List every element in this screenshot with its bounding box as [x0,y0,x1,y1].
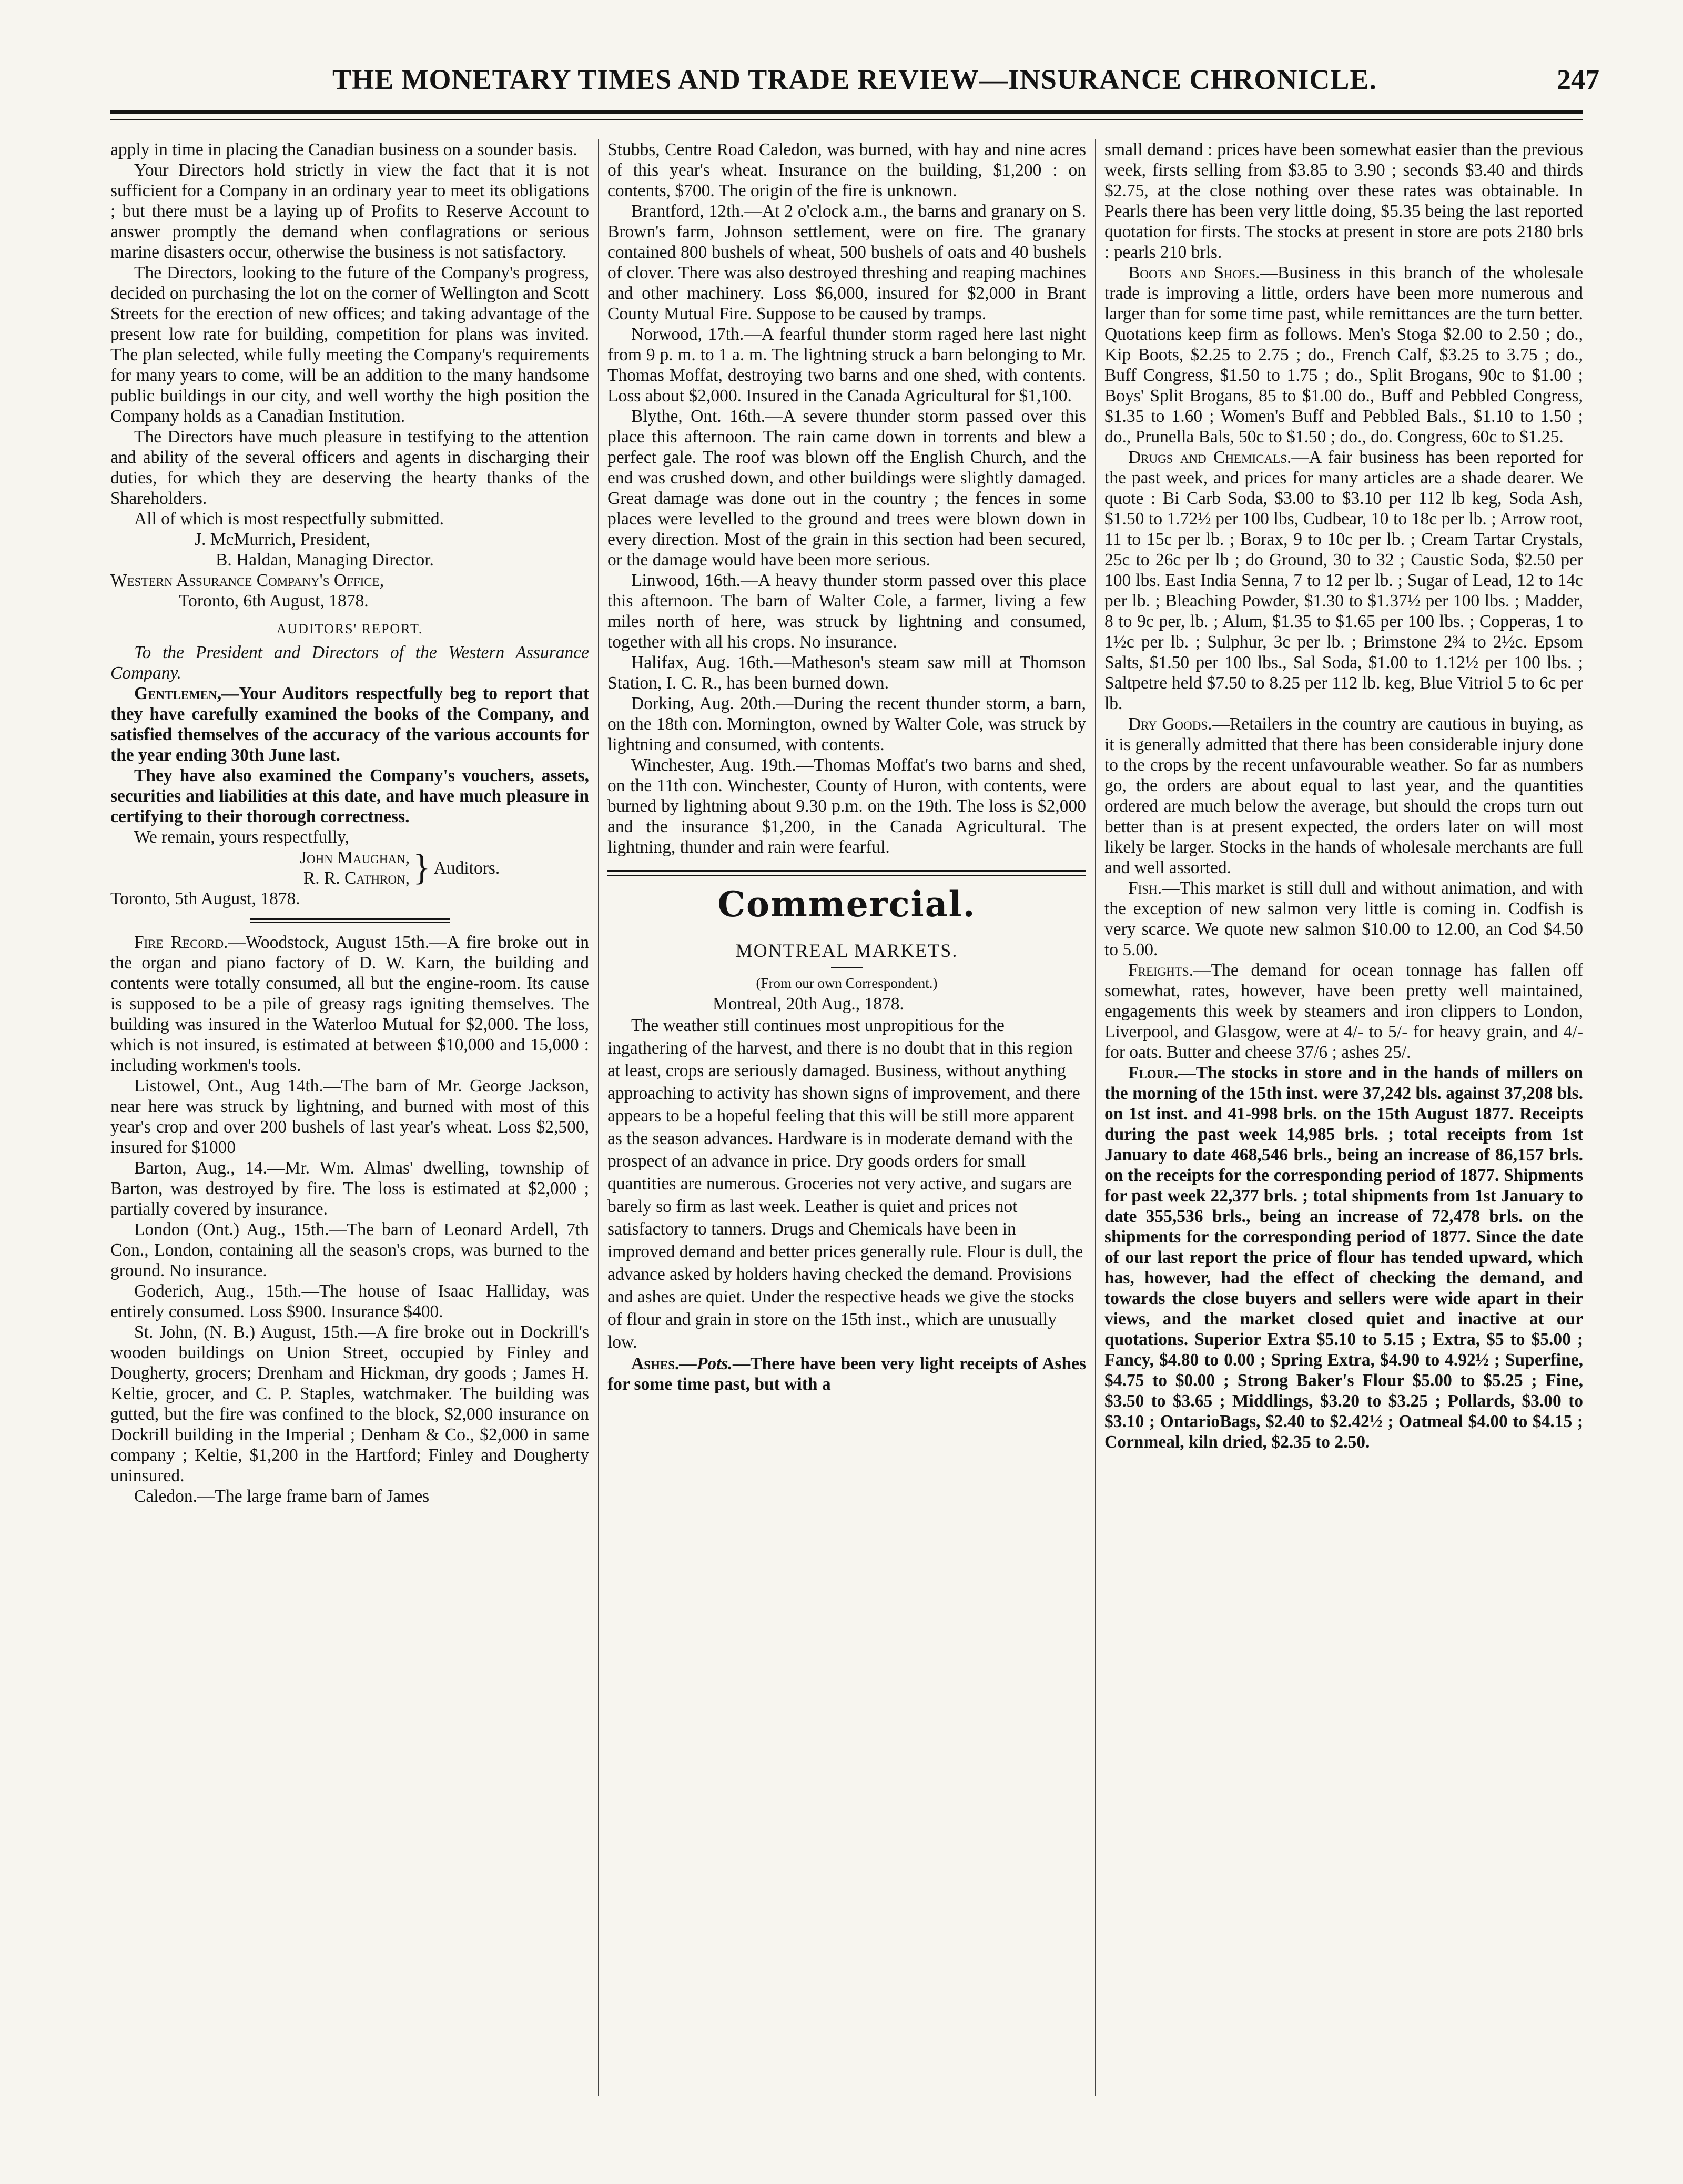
section-divider [250,918,450,923]
section-divider [607,875,1086,876]
office-line: Western Assurance Company's Office, [110,571,384,590]
paragraph: Goderich, Aug., 15th.—The house of Isaac Halliday, was entirely consumed. Loss $900. Insurance $400. [110,1281,589,1321]
masthead-title: THE MONETARY TIMES AND TRADE REVIEW—INSURANCE CHRONICLE. [332,64,1377,95]
auditor-signatures [110,847,589,888]
paragraph: apply in time in placing the Canadian business on a sounder basis. [110,140,577,159]
column-divider [598,139,599,2096]
header-rule-thick [110,110,1583,114]
section-divider [607,870,1086,872]
freights-lead: Freights. [1128,960,1194,980]
also-text: They have also examined the Company's vouchers, assets, securities and liabilities at this date, and have much pleasure in certifying to their thorough correctness. [110,766,589,826]
dateline: Montreal, 20th Aug., 1878. [713,994,904,1014]
office-date: Toronto, 6th August, 1878. [179,591,369,611]
auditor-name: John Maughan, [300,848,410,867]
montreal-markets-heading: MONTREAL MARKETS. [735,940,958,961]
paragraph [110,932,589,1076]
fish-text: —This market is still dull and without animation, and with the exception of new salmon very little is coming in. Codfish is very scarce. We quote new salmon $10.00 to 12.00, an Cod $4.50 to 5.00. [1104,878,1583,959]
brace-glyph: } [413,847,431,888]
auditor-name: R. R. Cathron, [303,868,410,888]
paragraph: Barton, Aug., 14.—Mr. Wm. Almas' dwelling, township of Barton, was destroyed by fire. The loss is estimated at $2,000 ; partially covered by insurance. [110,1158,589,1219]
column-divider [1095,139,1096,2096]
paragraph: Your Directors hold strictly in view the fact that it is not sufficient for a Company in an ordinary year to meet its obligations ; but there must be a laying up of Profits to Reserve Account to answer promptly the demand when conflagrations or serious marine disasters occur, otherwise the business is not satisfactory. [110,160,589,262]
paragraph: The Directors, looking to the future of the Company's progress, decided on purchasing the lot on the corner of Wellington and Scott Streets for the erection of new offices; and taking advantage of the present low rate for building, competition for plans was invited. The plan selected, while fully meeting the Company's requirements for many years to come, will be an addition to the many handsome public buildings in our city, and well worthy the high position the Company holds as a Canadian Institution. [110,263,589,426]
boots-text: —Business in this branch of the wholesale trade is improving a little, orders have been more numerous and larger than for some time past, while remittances are the turn better. Quotations keep firm as follows. Men's Stoga $2.00 to 2.50 ; do., Kip Boots, $2.25 to 2.75 ; do., French Calf, $3.25 to 3.75 ; do., Buff Congress, $1.50 to 1.75 ; do., Split Brogans, 90c to $1.00 ; Boys' Split Brogans, 85 to $1.00 do., Buff and Pebbled Congress, $1.35 to 1.60 ; Women's Buff and Pebbled Bals., $1.10 to 1.50 ; do., Prunella Bals, 50c to $1.50 ; do., do. Congress, 60c to $1.25. [1104,263,1583,447]
paragraph [1104,960,1583,1063]
auditors-date: Toronto, 5th August, 1878. [110,889,300,908]
signature-director: B. Haldan, Managing Director. [216,550,434,570]
paragraph: The Directors have much pleasure in testifying to the attention and ability of the several officers and agents in discharging their duties, for which they are deserving the hearty thanks of the Shareholders. [110,427,589,508]
remain-line: We remain, yours respectfully, [134,827,350,847]
column-3 [1104,139,1583,2096]
paragraph: Linwood, 16th.—A heavy thunder storm passed over this place this afternoon. The barn of Walter Cole, a farmer, living a few miles north of here, was struck by lightning and consumed, together with all his crops. No insurance. [607,571,1086,652]
paragraph [110,765,589,827]
drugs-text: —A fair business has been reported for the past week, and prices for many articles are a shade dearer. We quote : Bi Carb Soda, $3.00 to $3.10 per 112 lb keg, Soda Ash, $1.50 to 1.72½ per 100 lbs, Cudbear, 10 to 18c per lb. ; Arrow root, 11 to 15c per lb. ; Borax, 9 to 10c per lb. ; Cream Tartar Crystals, 25c to 26c per lb ; do Ground, 30 to 32 ; Caustic Soda, $2.50 per 100 lbs. East India Senna, 7 to 12 per lb. ; Sugar of Lead, 12 to 14c per lb. ; Bleaching Powder, $1.30 to $1.37½ per 100 lbs. ; Madder, 8 to 9c per, lb. ; Alum, $1.35 to $1.65 per 100 lbs. ; Copperas, 1 to 1½c per lb. ; Sulphur, 3c per lb. ; Brimstone 2¾ to 2½c. Epsom Salts, $1.50 per 100 lbs., Sal Soda, $1.00 to 1.12½ per 100 lbs. ; Saltpetre held $7.50 to 8.25 per 112 lb. keg, Blue Vitriol 5 to 6c per lb. [1104,448,1583,713]
signature-president: J. McMurrich, President, [195,530,371,549]
paragraph: Norwood, 17th.—A fearful thunder storm raged here last night from 9 p. m. to 1 a. m. The lightning struck a barn belonging to Mr. Thomas Moffat, destroying two barns and one shed, with contents. Loss about $2,000. Insured in the Canada Agricultural for $1,100. [607,325,1086,406]
paragraph: The weather still continues most unpropitious for the ingathering of the harvest, and there is no doubt that in this region at least, crops are seriously damaged. Business, without anything approaching to activity has shown signs of improvement, and there appears to be a hopeful feeling that this will be still more apparent as the season advances. Hardware is in moderate demand with the prospect of an advance in price. Dry goods orders for small quantities are numerous. Groceries not very active, and sugars are barely so firm as last week. Leather is quiet and prices not satisfactory to tanners. Drugs and Chemicals have been in improved demand and better prices generally rule. Flour is dull, the advance asked by holders having checked the demand. Provisions and ashes are quiet. Under the respective heads we give the stocks of flour and grain in store on the 15th inst., which are unusually low. [607,1016,1083,1352]
column-2 [607,139,1086,2096]
paragraph: Halifax, Aug. 16th.—Matheson's steam saw mill at Thomson Station, I. C. R., has been burned down. [607,653,1086,693]
auditors-report-heading: AUDITORS' REPORT. [276,621,423,636]
ashes-text: —There have been very light receipts of Ashes for some time past, but with a [607,1354,1086,1394]
paragraph: Listowel, Ont., Aug 14th.—The barn of Mr. George Jackson, near here was struck by lightning, and burned with most of this year's crop and over 200 bushels of last year's wheat. Loss $2,500, insured for $1000 [110,1076,589,1157]
section-divider [831,967,863,968]
paragraph [607,1353,1086,1394]
fish-lead: Fish. [1128,878,1162,898]
column-1 [110,139,589,2096]
ashes-lead: Ashes. [631,1354,680,1373]
paragraph: All of which is most respectfully submitted. [134,509,444,529]
flour-text: —The stocks in store and in the hands of millers on the morning of the 15th inst. were 37,242 bls. against 37,208 bls. on 1st inst. and 41-998 brls. on the 15th August 1877. Receipts during the past week 14,985 brls. ; total receipts from 1st January to date 468,546 brls., being an increase of 86,157 brls. on the receipts for the corresponding period of 1877. Shipments for past week 22,377 brls. ; total shipments from 1st January to date 355,536 brls., being an increase of 72,478 brls. on the shipments for the corresponding period of 1877. Since the date of our last report the price of flour has tended upward, which has, however, had the effect of checking the demand, and towards the close buyers and sellers were wide apart in their views, and the market closed quiet and inactive at our quotations. Superior Extra $5.10 to 5.15 ; Extra, $5 to $5.00 ; Fancy, $4.80 to 0.00 ; Spring Extra, $4.90 to 4.92½ ; Superfine, $4.75 to $0.00 ; Strong Baker's Flour $5.00 to $5.25 ; Fine, $3.50 to $3.65 ; Middlings, $3.20 to $3.25 ; Pollards, $3.00 to $3.10 ; OntarioBags, $2.40 to $2.42½ ; Oatmeal $4.00 to $4.15 ; Cornmeal, kiln dried, $2.35 to 2.50. [1104,1063,1583,1452]
gentlemen-text: —Your Auditors respectfully beg to report that they have carefully examined the books of the Company, and satisfied themselves of the accuracy of the various accounts for the year ending 30th June last. [110,684,589,765]
paragraph: Caledon.—The large frame barn of James [134,1487,430,1506]
paragraph [1104,878,1583,960]
boots-lead: Boots and Shoes. [1128,263,1260,282]
ashes-pots: —Pots. [679,1354,733,1373]
paragraph: London (Ont.) Aug., 15th.—The barn of Leonard Ardell, 7th Con., London, containing all the season's crops, was burned to the ground. No insurance. [110,1220,589,1280]
paragraph [1104,714,1583,878]
auditors-label: Auditors. [433,858,500,878]
address-line: To the President and Directors of the Western Assurance Company. [110,643,589,683]
paragraph [1104,1063,1583,1452]
paragraph: Winchester, Aug. 19th.—Thomas Moffat's two barns and shed, on the 11th con. Winchester, County of Huron, with contents, were burned by lightning about 9.30 p.m. on the 19th. The loss is $2,000 and the insurance $1,200, in the Canada Agricultural. The lightning, thunder and rain were fearful. [607,755,1086,857]
drugs-lead: Drugs and Chemicals. [1128,448,1292,467]
paragraph: St. John, (N. B.) August, 15th.—A fire broke out in Dockrill's wooden buildings on Union Street, occupied by Finley and Dougherty, grocers; Drenham and Hickman, dry goods ; James H. Keltie, grocer, and C. P. Staples, watchmaker. The building was gutted, but the fire was confined to the block, $2,000 insurance on Dockrill building in the Imperial ; Denham & Co., $2,000 in same company ; Keltie, $1,200 in the Hartford; Finley and Dougherty uninsured. [110,1322,589,1485]
paragraph [1104,262,1583,447]
correspondent-line: (From our own Correspondent.) [756,975,938,991]
dry-goods-text: —Retailers in the country are cautious in buying, as it is generally admitted that there has been considerable injury done to the crops by the recent unfavourable weather. So far as numbers go, the orders are about equal to last year, and the quantities ordered are much below the average, but should the crops turn out better than is at present expected, the orders later on will most likely be larger. Stocks in the hands of wholesale merchants are full and well assorted. [1104,714,1583,877]
paragraph: small demand : prices have been somewhat easier than the previous week, firsts selling from $3.85 to 3.90 ; seconds $3.40 and thirds $2.75, at the close nothing over these rates was obtainable. In Pearls there has been very little doing, $5.35 being the last reported quotation for firsts. The stocks at present in store are pots 2180 brls : pearls 210 brls. [1104,140,1583,262]
paragraph: Stubbs, Centre Road Caledon, was burned, with hay and nine acres of this year's wheat. Insurance on the building, $1,200 : on contents, $700. The origin of the fire is unknown. [607,140,1086,200]
paragraph: Dorking, Aug. 20th.—During the recent thunder storm, a barn, on the 18th con. Mornington, owned by Walter Cole, was struck by lightning and consumed, with contents. [607,694,1086,754]
paragraph: Brantford, 12th.—At 2 o'clock a.m., the barns and granary on S. Brown's farm, Johnson settlement, were on fire. The granary contained 800 bushels of wheat, 500 bushels of oats and 40 bushels of clover. There was also destroyed threshing and reaping machines and other machinery. Loss $6,000, insured for $2,000 in Brant County Mutual Fire. Suppose to be caused by tramps. [607,201,1086,323]
paragraph [1104,447,1583,714]
header-rule-thin [110,119,1583,120]
freights-text: —The demand for ocean tonnage has fallen off somewhat, rates, however, have been pretty well maintained, engagements this week by steamers and iron clippers to London, Liverpool, and Glasgow, were at 4/- to 5/- for heavy grain, and 4/- for oats. Butter and cheese 37/6 ; ashes 25/. [1104,960,1583,1062]
gentlemen-lead: Gentlemen, [134,684,222,703]
fire-record-text: —Woodstock, August 15th.—A fire broke out in the organ and piano factory of D. W. Karn, the building and contents were totally consumed, all but the engine-room. Its cause is supposed to be a pile of greasy rags igniting themselves. The building was insured in the Waterloo Mutual for $2,000. The loss, which is not insured, is estimated at between $10,000 and 15,000 : including workmen's tools. [110,933,589,1075]
paragraph: Blythe, Ont. 16th.—A severe thunder storm passed over this place this afternoon. The rain came down in torrents and blew a perfect gale. The roof was blown off the English Church, and the end was crushed down, and other buildings were slightly damaged. Great damage was done out in the country ; the fences in some places were levelled to the ground and trees were blown down in every direction. Most of the grain in this section had been secured, or the damage would have been more serious. [607,407,1086,570]
paragraph [110,683,589,765]
flour-lead: Flour. [1128,1063,1179,1083]
fire-record-lead: Fire Record. [134,933,228,952]
dry-goods-lead: Dry Goods. [1128,714,1212,734]
page-number: 247 [1557,64,1599,95]
commercial-heading: Commercial. [717,884,976,925]
